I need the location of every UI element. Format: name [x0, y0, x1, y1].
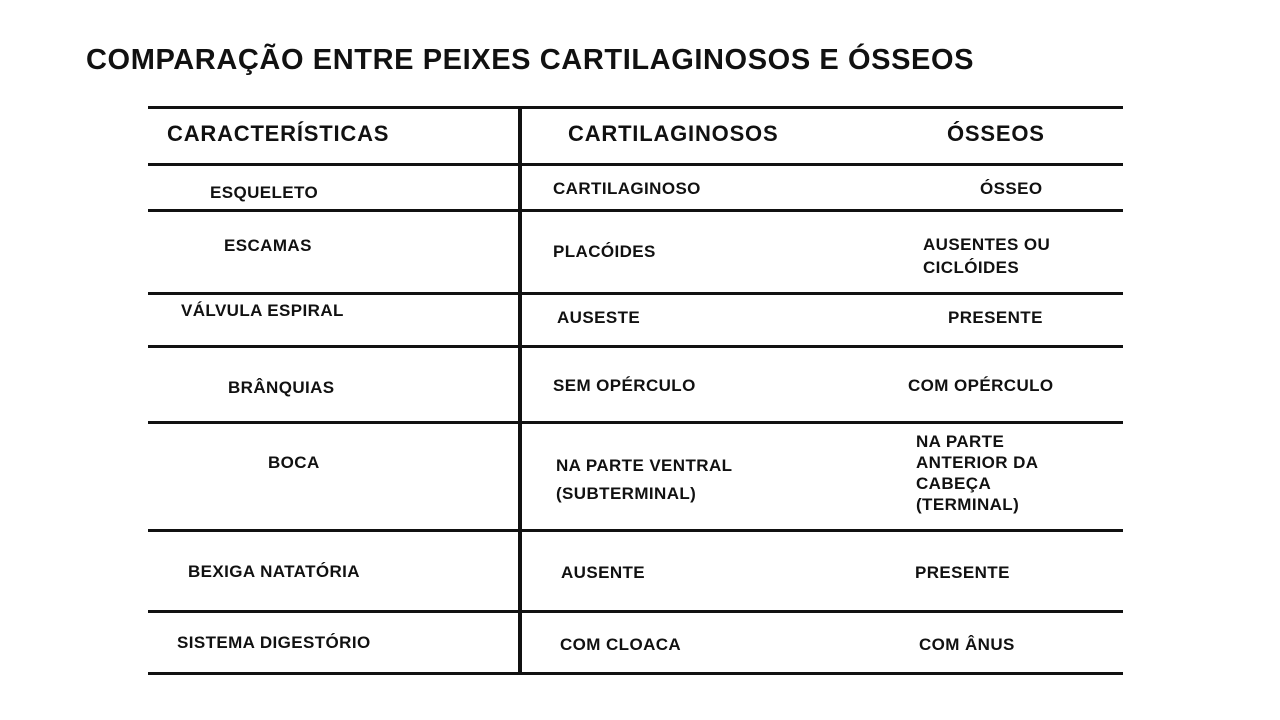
- cell-cartilaginous: NA PARTE VENTRAL (SUBTERMINAL): [556, 456, 733, 503]
- header-osseos: ÓSSEOS: [947, 121, 1045, 146]
- cell-characteristic: BOCA: [268, 453, 320, 472]
- cell-bony: PRESENTE: [915, 563, 1010, 582]
- table-rule: [148, 610, 1123, 613]
- table-rule: [148, 529, 1123, 532]
- cell-cartilaginous: CARTILAGINOSO: [553, 179, 701, 198]
- cell-bony: AUSENTES OU CICLÓIDES: [923, 235, 1051, 277]
- header-caracteristicas: CARACTERÍSTICAS: [167, 121, 390, 146]
- cell-bony: PRESENTE: [948, 308, 1043, 327]
- cell-bony: COM OPÉRCULO: [908, 376, 1054, 395]
- page-title: COMPARAÇÃO ENTRE PEIXES CARTILAGINOSOS E ÓSSEOS: [86, 44, 975, 76]
- cell-characteristic: VÁLVULA ESPIRAL: [181, 301, 344, 320]
- cell-characteristic: ESCAMAS: [224, 236, 312, 255]
- table-rule: [148, 421, 1123, 424]
- table-rule: [148, 292, 1123, 295]
- cell-bony: ÓSSEO: [980, 179, 1043, 198]
- cell-cartilaginous: COM CLOACA: [560, 635, 682, 654]
- table-rule: [148, 209, 1123, 212]
- cell-bony: COM ÂNUS: [919, 635, 1015, 654]
- table-rule-bottom: [148, 672, 1123, 675]
- cell-characteristic: SISTEMA DIGESTÓRIO: [177, 633, 371, 652]
- cell-characteristic: BRÂNQUIAS: [228, 378, 335, 397]
- table-rule: [148, 345, 1123, 348]
- cell-cartilaginous: PLACÓIDES: [553, 242, 656, 261]
- cell-characteristic: BEXIGA NATATÓRIA: [188, 562, 360, 581]
- cell-bony: NA PARTE ANTERIOR DA CABEÇA (TERMINAL): [916, 432, 1039, 514]
- table-rule-top: [148, 106, 1123, 109]
- cell-cartilaginous: AUSENTE: [561, 563, 646, 582]
- table-column-divider: [518, 107, 522, 674]
- header-cartilaginosos: CARTILAGINOSOS: [568, 121, 779, 146]
- table-rule-header: [148, 163, 1123, 166]
- cell-cartilaginous: AUSESTE: [557, 308, 641, 327]
- cell-characteristic: ESQUELETO: [210, 183, 319, 202]
- cell-cartilaginous: SEM OPÉRCULO: [553, 376, 696, 395]
